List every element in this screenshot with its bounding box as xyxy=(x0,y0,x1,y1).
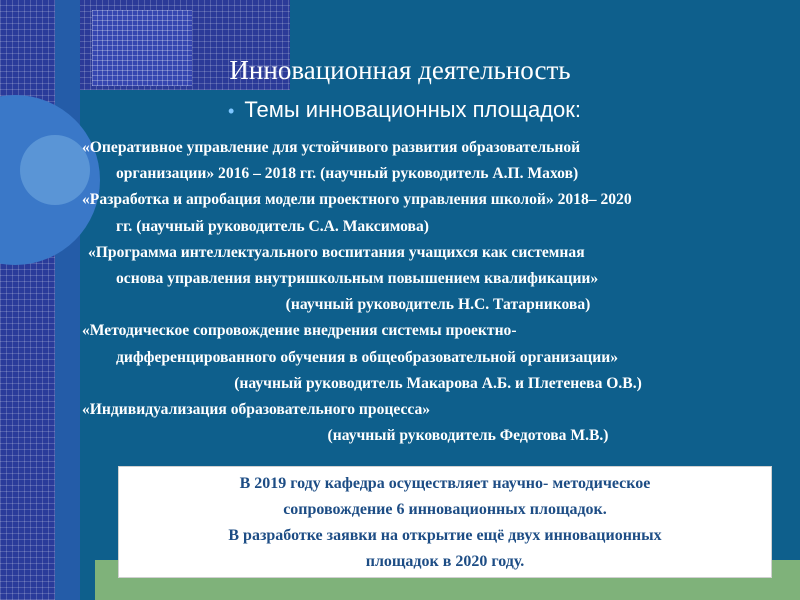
topic-item xyxy=(82,397,794,449)
topic-item xyxy=(82,318,794,397)
topic-supervisor: (научный руководитель Н.С. Татарникова) xyxy=(285,296,591,314)
topic-line: «Индивидуализация образовательного процесса» xyxy=(82,401,431,419)
topic-supervisor: (научный руководитель Макарова А.Б. и Плетенева О.В.) xyxy=(234,374,642,392)
topic-line: «Разработка и апробация модели проектного управления школой» 2018– 2020 xyxy=(82,191,632,209)
topic-line: «Программа интеллектуального воспитания учащихся как системная xyxy=(88,243,585,261)
decor-left-band-stripe xyxy=(55,0,80,600)
topic-line: гг. (научный руководитель С.А. Максимова) xyxy=(116,217,429,235)
topic-supervisor: (научный руководитель Федотова М.В.) xyxy=(327,427,609,445)
callout-line: В 2019 году кафедра осуществляет научно- методическое xyxy=(239,475,651,492)
topic-line: «Оперативное управление для устойчивого развития образовательной xyxy=(82,139,581,156)
bullet-dot-icon: • xyxy=(228,101,235,121)
decor-left-band xyxy=(0,0,55,600)
callout-line: площадок в 2020 году. xyxy=(365,553,525,570)
topic-line: «Методическое сопровождение внедрения системы проектно- xyxy=(82,322,517,340)
topic-line: организации» 2016 – 2018 гг. (научный руководитель А.П. Махов) xyxy=(116,165,579,183)
topics-list xyxy=(82,135,794,449)
topic-item xyxy=(82,135,794,187)
callout-line: В разработке заявки на открытие ещё двух инновационных xyxy=(228,527,662,544)
subtitle-row xyxy=(228,97,581,123)
topic-item xyxy=(82,240,794,319)
slide-title: Инновационная деятельность xyxy=(229,55,571,85)
topic-line: дифференцированного обучения в общеобразовательной организации» xyxy=(116,348,619,366)
topic-item xyxy=(82,187,794,239)
slide-subtitle: Темы инновационных площадок: xyxy=(244,97,582,122)
topic-line: основа управления внутришкольным повышением квалификации» xyxy=(116,270,599,288)
decor-circle-core xyxy=(20,135,90,205)
callout-line: сопровождение 6 инновационных площадок. xyxy=(283,501,607,518)
callout-box xyxy=(118,466,772,578)
